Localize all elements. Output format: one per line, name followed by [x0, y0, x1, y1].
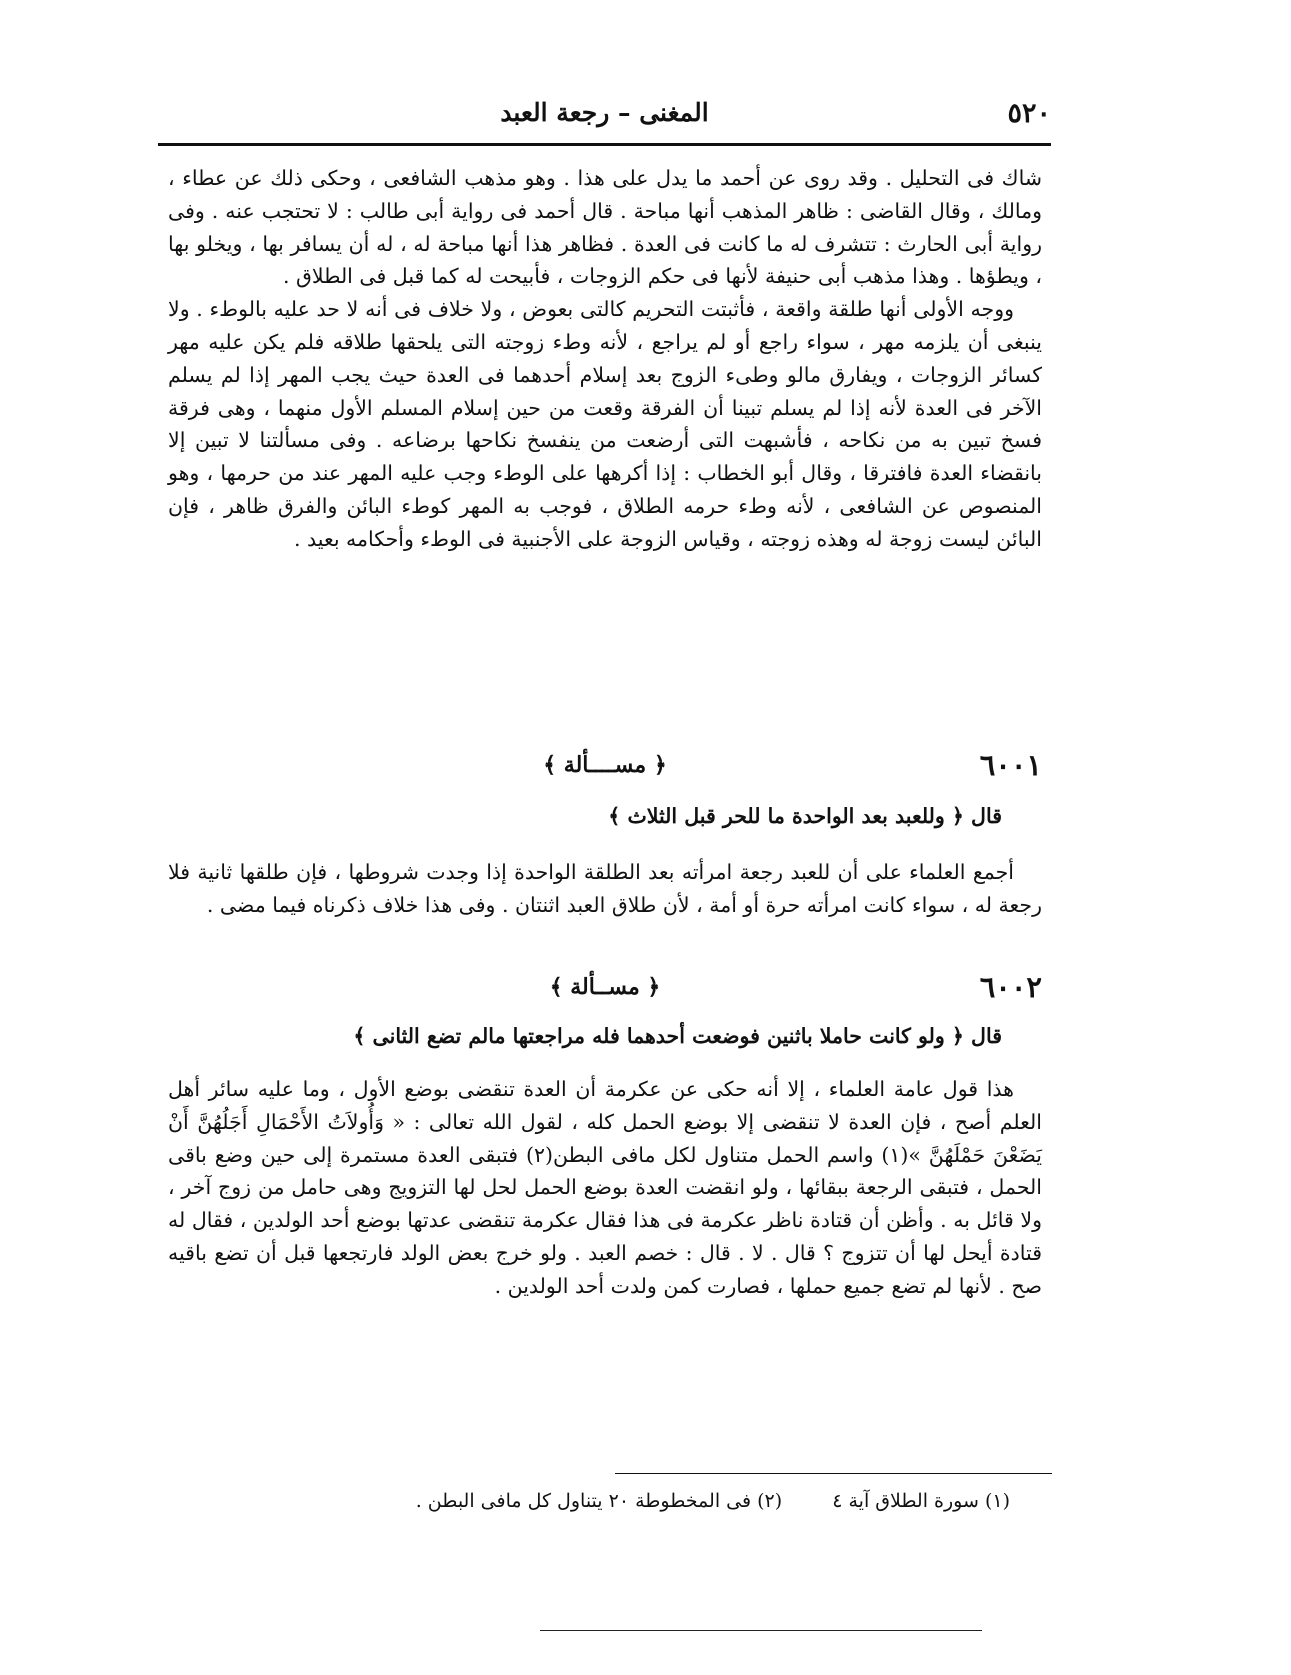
- masala-commentary: أجمع العلماء على أن للعبد رجعة امرأته بعد الطلقة الواحدة إذا وجدت شروطها ، فإن طلقها ثانية فلا رجعة له ، سواء كانت امرأته حرة أو أمة ، لأن طلاق العبد اثنتان . وفى هذا خلاف ذكرناه فيما مضى .: [168, 860, 1042, 917]
- masala-heading-6002: [168, 970, 1042, 1010]
- masala-label: ﴿ مســألة ﴾: [549, 974, 661, 1000]
- masala-commentary: هذا قول عامة العلماء ، إلا أنه حكى عن عكرمة أن العدة تنقضى بوضع الأول ، وما عليه سائر أهل العلم أصح ، فإن العدة لا تنقضى إلا بوضع الحمل كله ، لقول الله تعالى : « وَأُولاَتُ الأَحْمَالِ أَجَلُهُنَّ أَنْ يَضَعْنَ حَمْلَهُنَّ »(١) واسم الحمل متناول لكل مافى البطن(٢) فتبقى العدة مستمرة إلى حين وضع باقى الحمل ، فتبقى الرجعة ببقائها ، ولو انقضت العدة بوضع الحمل لحل لها التزويج وهى حامل من زوج آخر ، ولا قائل به . وأظن أن قتادة ناظر عكرمة فى هذا فقال عكرمة تنقضى عدتها بوضع أحد الولدين ، فقال له قتادة أيحل لها أن تتزوج ؟ قال . لا . قال : خصم العبد . ولو خرج بعض الولد فارتجعها قبل أن تضع باقيه صح . لأنها لم تضع جميع حملها ، فصارت كمن ولدت أحد الولدين .: [168, 1077, 1043, 1298]
- footnote-rule: [615, 1473, 1052, 1474]
- header-rule: [158, 143, 1051, 146]
- page-number: ٥٢٠: [1007, 98, 1051, 129]
- page-header: [158, 92, 1051, 136]
- footnote-1: (١) سورة الطلاق آية ٤: [832, 1490, 1010, 1512]
- masala-statement: قال ﴿ وللعبد بعد الواحدة ما للحر قبل الثلاث ﴾: [608, 804, 1002, 828]
- paragraph: ووجه الأولى أنها طلقة واقعة ، فأثبتت التحريم كالتى بعوض ، ولا خلاف فى أنه لا حد عليه بالوطء . ولا ينبغى أن يلزمه مهر ، سواء راجع أو لم يراجع ، لأنه وطء زوجته التى يلحقها طلاقه فلم يكن عليه مهر كسائر الزوجات ، ويفارق مالو وطىء الزوج بعد إسلام أحدهما فى العدة حيث يجب المهر إذا لم يسلم الآخر فى العدة لأنه إذا لم يسلم تبينا أن الفرقة وقعت من حين إسلام المسلم الأول منهما ، وهى فرقة فسخ تبين به من نكاحه ، فأشبهت التى أرضعت من ينفسخ نكاحها برضاعه . وفى مسألتنا لا تبين إلا بانقضاء العدة فافترقا ، وقال أبو الخطاب : إذا أكرهها على الوطء وجب عليه المهر عند من حرمها ، وهو المنصوص عن الشافعى ، لأنه وطء حرمه الطلاق ، فوجب به المهر كوطء البائن والفرق ظاهر ، فإن البائن ليست زوجة له وهذه زوجته ، وقياس الزوجة على الأجنبية فى الوطء وأحكامه بعيد .: [168, 297, 1042, 551]
- section-continuation: [168, 162, 1042, 556]
- paragraph: شاك فى التحليل . وقد روى عن أحمد ما يدل على هذا . وهو مذهب الشافعى ، وحكى ذلك عن عطاء ، ومالك ، وقال القاضى : ظاهر المذهب أنها مباحة . قال أحمد فى رواية أبى طالب : لا تحتجب عنه . وفى رواية أبى الحارث : تتشرف له ما كانت فى العدة . فظاهر هذا أنها مباحة له ، له أن يسافر بها ، ويخلو بها ، ويطؤها . وهذا مذهب أبى حنيفة لأنها فى حكم الزوجات ، فأبيحت له كما قبل فى الطلاق .: [168, 166, 1042, 289]
- masala-number: ٦٠٠١: [979, 748, 1042, 782]
- footnotes: [350, 1490, 1010, 1512]
- masala-heading-6001: [168, 748, 1042, 788]
- masala-label: ﴿ مســــألة ﴾: [543, 752, 667, 778]
- running-title: المغنى – رجعة العبد: [500, 98, 709, 127]
- masala-statement: قال ﴿ ولو كانت حاملا باثنين فوضعت أحدهما فله مراجعتها مالم تضع الثانى ﴾: [353, 1024, 1002, 1048]
- bottom-rule: [540, 1630, 982, 1631]
- footnote-2: (٢) فى المخطوطة ٢٠ يتناول كل مافى البطن .: [415, 1490, 783, 1512]
- masala-number: ٦٠٠٢: [979, 970, 1042, 1004]
